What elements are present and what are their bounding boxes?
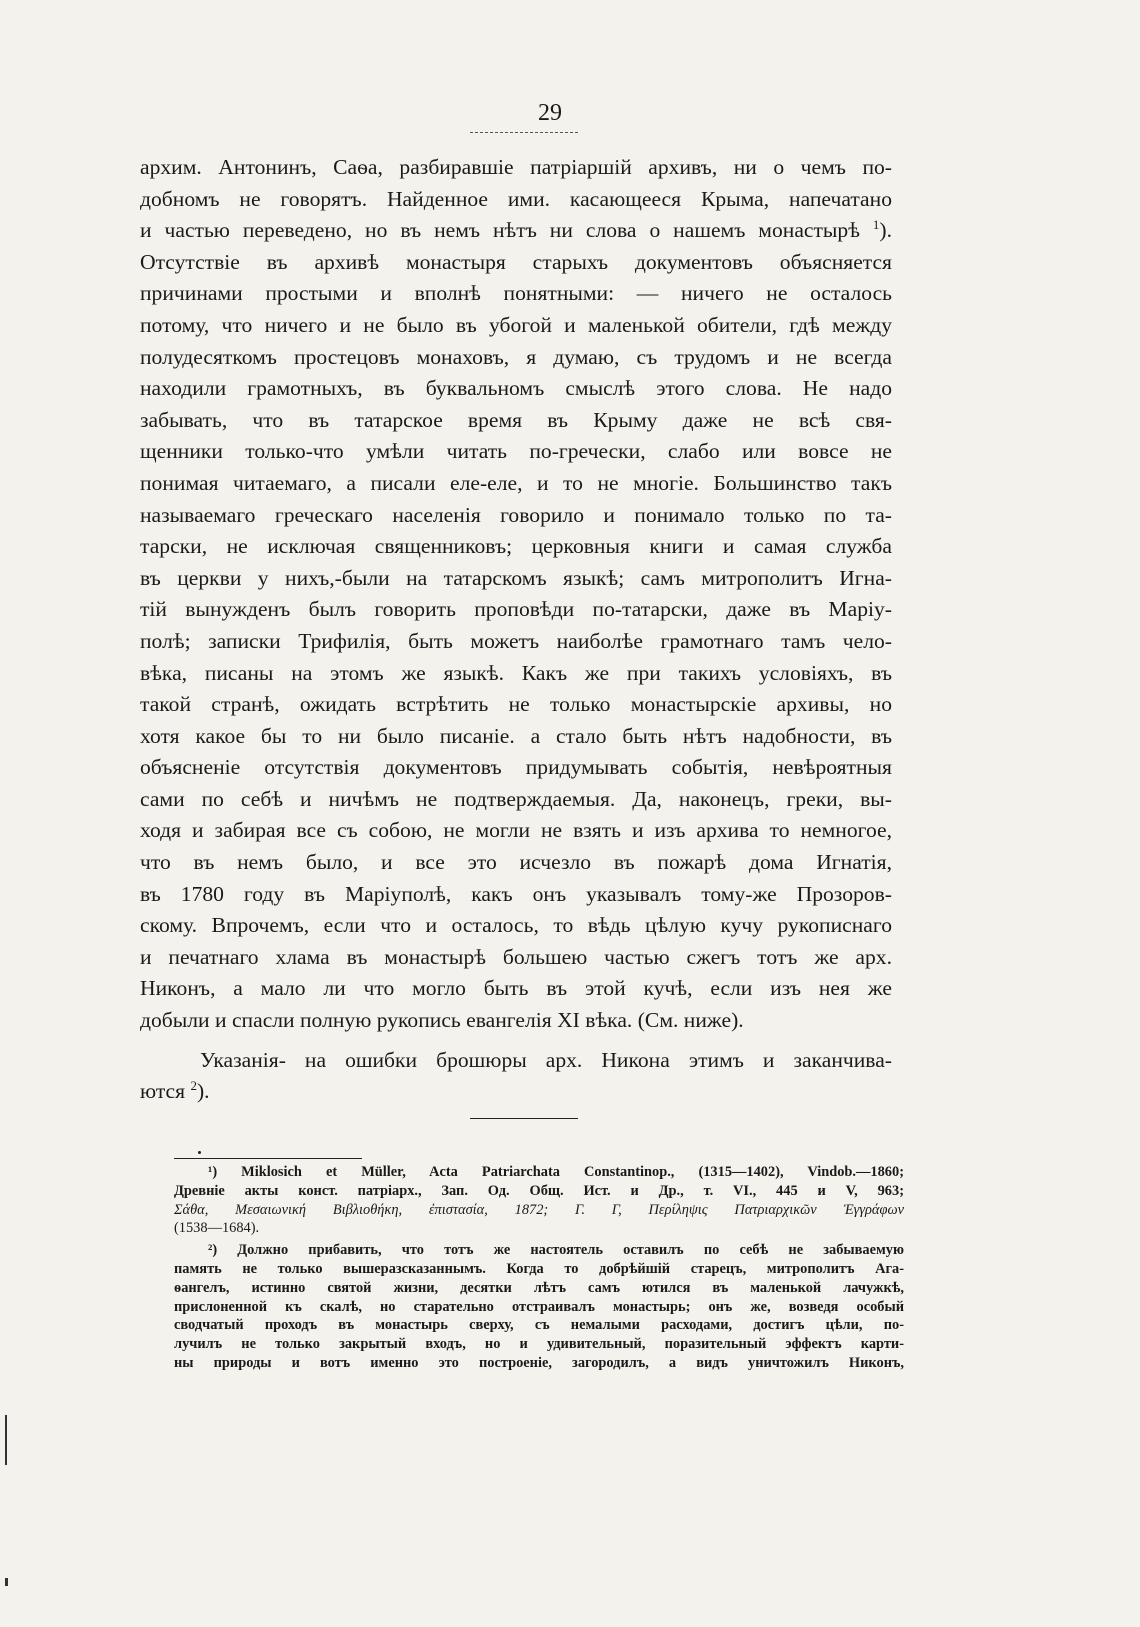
footnote-rule-dot bbox=[198, 1151, 201, 1154]
footnote-1-line: (1538—1684). bbox=[174, 1220, 260, 1237]
footnote-2-line: память не только вышеразсказаннымъ. Когда то добрѣйшій старецъ, митрополитъ Ага- bbox=[174, 1260, 904, 1277]
footnote-2-line: лучилъ не только закрытый входъ, но и удивительный, поразительный эффектъ карти- bbox=[174, 1336, 904, 1353]
scan-margin-mark bbox=[5, 1415, 7, 1465]
text-line: забывать, что въ татарское время въ Крыму даже не всѣ свя- bbox=[140, 407, 892, 432]
footnote-2-line: ѳангелъ, истинно святой жизни, десятки лѣтъ самъ ютился въ маленькой лачужкѣ, bbox=[174, 1279, 904, 1296]
text-line: и частью переведено, но въ немъ нѣтъ ни слова о нашемъ монастырѣ bbox=[140, 218, 860, 243]
text-line: архим. Антонинъ, Саѳа, разбиравшіе патріаршій архивъ, ни о чемъ по- bbox=[140, 155, 892, 179]
footnote-ref-2[interactable]: 2 bbox=[190, 1078, 197, 1094]
footnote-2-line: прислоненной къ скалѣ, но старательно отстраивалъ монастырь; онъ же, возведя особый bbox=[174, 1298, 904, 1315]
text-line: причинами простыми и вполнѣ понятными: — ничего не осталось bbox=[140, 281, 892, 306]
text-line: такой странѣ, ожидать встрѣтить не только монастырскіе архивы, но bbox=[140, 692, 892, 717]
text-line: добыли и спасли полную рукопись евангелія XI вѣка. (См. ниже). bbox=[140, 1008, 744, 1033]
text-line: понимая читаемаго, а писали еле-еле, и то не многіе. Большинство такъ bbox=[140, 470, 892, 495]
text-line: въ 1780 году въ Маріуполѣ, какъ онъ указывалъ тому-же Прозоров- bbox=[140, 881, 892, 906]
footnote-2-line: ны природы и вотъ именно это построеніе, загородилъ, а видъ уничтожилъ Никонъ, bbox=[174, 1354, 904, 1371]
paragraph-2-last-line: ются $^2$). bbox=[140, 1078, 210, 1104]
text-line: хотя какое бы то ни было писаніе. а стало быть нѣтъ надобности, въ bbox=[140, 723, 892, 748]
page-number: 29 bbox=[538, 100, 562, 126]
text-line: находили грамотныхъ, въ буквальномъ смыслѣ этого слова. Не надо bbox=[140, 376, 892, 401]
section-divider bbox=[470, 1118, 578, 1119]
text-line: тарски, не исключая священниковъ; церковныя книги и самая служба bbox=[140, 534, 892, 559]
footnote-1-line: Древніе акты конст. патріарх., Зап. Од. Общ. Ист. и Др., т. VI., 445 и V, 963; bbox=[174, 1182, 904, 1199]
text-line: объясненіе отсутствія документовъ придумывать событія, невѣроятныя bbox=[140, 755, 892, 780]
text-line: Никонъ, а мало ли что могло быть въ этой кучѣ, если изъ нея же bbox=[140, 976, 892, 1001]
text-line: и печатнаго хлама въ монастырѣ большею частью сжегъ тотъ же арх. bbox=[140, 944, 892, 969]
footnote-2-line: сводчатый проходъ въ монастырь сверху, съ немалыми расходами, достигъ цѣли, по- bbox=[174, 1317, 904, 1334]
footnotes bbox=[174, 1163, 904, 1373]
text-line: ходя и забирая все съ собою, не могли не взять и изъ архива то немногое, bbox=[140, 818, 892, 843]
footnote-1-line: ¹) Miklosich et Müller, Acta Patriarchata Constantinop., (1315—1402), Vindob.—1860; bbox=[208, 1164, 904, 1180]
text-line: сами по себѣ и ничѣмъ не подтверждаемыя. Да, наконецъ, греки, вы- bbox=[140, 786, 892, 811]
paragraph-2-line: Указанія- на ошибки брошюры арх. Никона этимъ и заканчива- bbox=[200, 1047, 892, 1072]
footnote-1-line: Σάθα, Μεσαιωνική Βιβλιοθήκη, ἐπιστασία, 1872; Γ. Γ, Περίληψις Πατριαρχικῶν Ἐγγράφων bbox=[174, 1201, 904, 1218]
footnote-2-line: ²) Должно прибавить, что тотъ же настоятель оставилъ по себѣ не забываемую bbox=[208, 1242, 904, 1259]
text-line: щенники только-что умѣли читать по-гречески, слабо или вовсе не bbox=[140, 439, 892, 464]
footnote-ref-1[interactable]: 1 bbox=[872, 217, 880, 233]
text-line: полудесяткомъ простецовъ монаховъ, я думаю, съ трудомъ и не всегда bbox=[140, 344, 892, 369]
text-line: потому, что ничего и не было въ убогой и маленькой обители, гдѣ между bbox=[140, 312, 892, 337]
text-line: вѣка, писаны на этомъ же языкѣ. Какъ же при такихъ условіяхъ, въ bbox=[140, 660, 892, 685]
text-line: называемаго греческаго населенія говорило и понимало только по та- bbox=[140, 502, 892, 527]
text-line: въ церкви у нихъ,-были на татарскомъ языкѣ; самъ митрополитъ Игна- bbox=[140, 565, 892, 590]
text-line: тій вынужденъ былъ говорить проповѣди по-татарски, даже въ Маріу- bbox=[140, 597, 892, 622]
footnote-separator bbox=[174, 1158, 362, 1159]
text-line-with-footnote-ref: и частью переведено, но въ немъ нѣтъ ни слова о нашемъ монастырѣ $^1$). bbox=[140, 217, 892, 243]
text-line: скому. Впрочемъ, если что и осталось, то вѣдь цѣлую кучу рукописнаго bbox=[140, 913, 892, 938]
text-line: что въ немъ было, и все это исчезло въ пожарѣ дома Игнатія, bbox=[140, 850, 892, 875]
page-number-rule bbox=[470, 132, 578, 133]
scan-margin-mark bbox=[5, 1578, 8, 1586]
text-line: добномъ не говорятъ. Найденное ими. касающееся Крыма, напечатано bbox=[140, 186, 892, 211]
text-line: полѣ; записки Трифилія, быть можетъ наиболѣе грамотнаго тамъ чело- bbox=[140, 628, 892, 653]
main-text bbox=[140, 152, 892, 1108]
text-line: Отсутствіе въ архивѣ монастыря старыхъ документовъ объясняется bbox=[140, 249, 892, 274]
